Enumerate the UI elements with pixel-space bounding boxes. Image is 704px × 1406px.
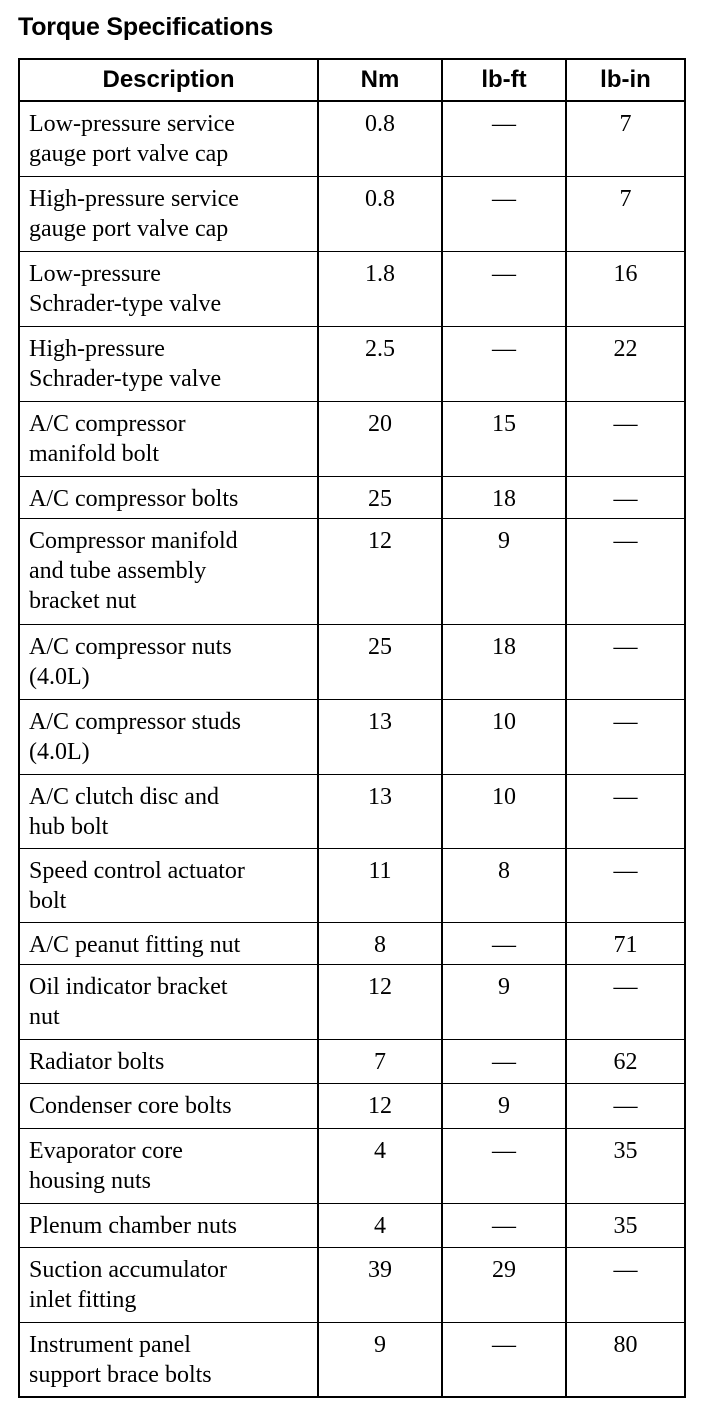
cell-lbft: 9 — [442, 518, 566, 624]
cell-description: Low-pressure Schrader-type valve — [19, 251, 318, 326]
cell-description: Suction accumulator inlet fitting — [19, 1247, 318, 1322]
table-row — [19, 964, 685, 1039]
cell-nm: 25 — [318, 476, 442, 518]
cell-lbft: — — [442, 176, 566, 251]
cell-lbft: — — [442, 1128, 566, 1203]
cell-lbft: 9 — [442, 964, 566, 1039]
cell-description: A/C compressor bolts — [19, 476, 318, 518]
cell-nm: 4 — [318, 1128, 442, 1203]
cell-nm: 0.8 — [318, 101, 442, 176]
cell-nm: 12 — [318, 1083, 442, 1128]
cell-lbft: — — [442, 922, 566, 964]
cell-description: Low-pressure service gauge port valve cap — [19, 101, 318, 176]
cell-lbft: — — [442, 101, 566, 176]
header-description: Description — [19, 59, 318, 101]
cell-lbft: 18 — [442, 476, 566, 518]
cell-nm: 20 — [318, 401, 442, 476]
cell-nm: 25 — [318, 624, 442, 699]
table-row — [19, 1039, 685, 1083]
cell-lbin: 80 — [566, 1322, 685, 1397]
cell-lbin: 16 — [566, 251, 685, 326]
cell-nm: 7 — [318, 1039, 442, 1083]
cell-lbin: — — [566, 848, 685, 922]
table-row — [19, 1128, 685, 1203]
cell-lbin: 22 — [566, 326, 685, 401]
cell-description: A/C peanut fitting nut — [19, 922, 318, 964]
cell-lbin: 62 — [566, 1039, 685, 1083]
cell-lbin: — — [566, 774, 685, 848]
cell-description: Radiator bolts — [19, 1039, 318, 1083]
table-row — [19, 774, 685, 848]
table-body — [19, 101, 685, 1397]
table-row — [19, 176, 685, 251]
cell-lbft: 10 — [442, 774, 566, 848]
table-row — [19, 1083, 685, 1128]
table-row — [19, 518, 685, 624]
cell-description: Compressor manifold and tube assembly bracket nut — [19, 518, 318, 624]
table-row — [19, 326, 685, 401]
cell-lbft: — — [442, 1039, 566, 1083]
cell-lbin: 35 — [566, 1203, 685, 1247]
cell-lbin: — — [566, 401, 685, 476]
cell-description: Condenser core bolts — [19, 1083, 318, 1128]
header-lbin: lb-in — [566, 59, 685, 101]
table-row — [19, 101, 685, 176]
cell-lbft: — — [442, 251, 566, 326]
table-row — [19, 1322, 685, 1397]
cell-nm: 39 — [318, 1247, 442, 1322]
table-row — [19, 624, 685, 699]
cell-lbin: — — [566, 699, 685, 774]
cell-nm: 12 — [318, 518, 442, 624]
header-row — [19, 59, 685, 101]
table-row — [19, 401, 685, 476]
header-lbft: lb-ft — [442, 59, 566, 101]
cell-lbft: 9 — [442, 1083, 566, 1128]
cell-nm: 9 — [318, 1322, 442, 1397]
table-row — [19, 699, 685, 774]
cell-nm: 4 — [318, 1203, 442, 1247]
cell-lbin: 7 — [566, 176, 685, 251]
cell-description: A/C compressor nuts (4.0L) — [19, 624, 318, 699]
torque-spec-table — [18, 58, 686, 1398]
table-row — [19, 1203, 685, 1247]
cell-lbft: 10 — [442, 699, 566, 774]
page-title: Torque Specifications — [18, 13, 274, 41]
cell-description: Instrument panel support brace bolts — [19, 1322, 318, 1397]
cell-description: Oil indicator bracket nut — [19, 964, 318, 1039]
cell-nm: 12 — [318, 964, 442, 1039]
cell-description: Speed control actuator bolt — [19, 848, 318, 922]
cell-lbin: — — [566, 1247, 685, 1322]
cell-lbin: 7 — [566, 101, 685, 176]
cell-lbft: 18 — [442, 624, 566, 699]
cell-nm: 13 — [318, 774, 442, 848]
cell-lbin: — — [566, 964, 685, 1039]
table-row — [19, 476, 685, 518]
cell-lbft: — — [442, 1203, 566, 1247]
cell-lbft: — — [442, 326, 566, 401]
cell-lbin: 71 — [566, 922, 685, 964]
cell-description: Evaporator core housing nuts — [19, 1128, 318, 1203]
table-row — [19, 922, 685, 964]
cell-lbin: — — [566, 476, 685, 518]
cell-description: A/C compressor manifold bolt — [19, 401, 318, 476]
cell-nm: 8 — [318, 922, 442, 964]
cell-lbin: — — [566, 1083, 685, 1128]
cell-lbin: — — [566, 624, 685, 699]
cell-lbft: 15 — [442, 401, 566, 476]
table-row — [19, 1247, 685, 1322]
cell-nm: 13 — [318, 699, 442, 774]
cell-lbin: 35 — [566, 1128, 685, 1203]
cell-description: High-pressure service gauge port valve cap — [19, 176, 318, 251]
cell-description: A/C clutch disc and hub bolt — [19, 774, 318, 848]
cell-description: Plenum chamber nuts — [19, 1203, 318, 1247]
cell-nm: 2.5 — [318, 326, 442, 401]
cell-lbft: 8 — [442, 848, 566, 922]
cell-description: A/C compressor studs (4.0L) — [19, 699, 318, 774]
cell-nm: 11 — [318, 848, 442, 922]
cell-description: High-pressure Schrader-type valve — [19, 326, 318, 401]
cell-nm: 1.8 — [318, 251, 442, 326]
cell-lbin: — — [566, 518, 685, 624]
table-row — [19, 848, 685, 922]
cell-nm: 0.8 — [318, 176, 442, 251]
cell-lbft: — — [442, 1322, 566, 1397]
cell-lbft: 29 — [442, 1247, 566, 1322]
header-nm: Nm — [318, 59, 442, 101]
table-row — [19, 251, 685, 326]
